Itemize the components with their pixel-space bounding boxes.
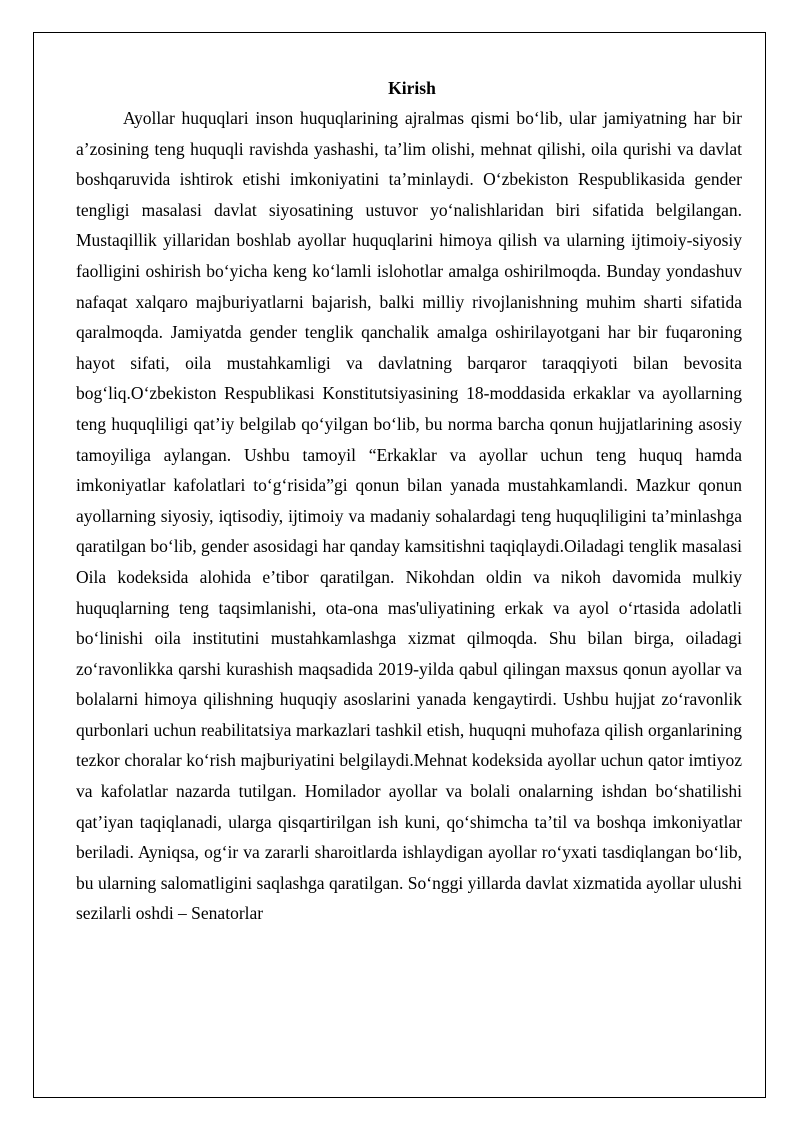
document-title: Kirish xyxy=(388,78,436,98)
document-body xyxy=(76,73,742,929)
body-paragraph: Ayollar huquqlari inson huquqlarining ajralmas qismi bo‘lib, ular jamiyatning har bir a’zosining teng huquqli ravishda yashashi, ta’lim olishi, mehnat qilishi, oila qurishi va davlat boshqaruvida ishtirok etishi imkoniyatini ta’minlaydi. O‘zbekiston Respublikasida gender tengligi masalasi davlat siyosatining ustuvor yo‘nalishlaridan biri sifatida belgilangan. Mustaqillik yillaridan boshlab ayollar huquqlarini himoya qilish va ularning ijtimoiy-siyosiy faolligini oshirish bo‘yicha keng ko‘lamli islohotlar amalga oshirilmoqda. Bunday yondashuv nafaqat xalqaro majburiyatlarni bajarish, balki milliy rivojlanishning muhim sharti sifatida qaralmoqda. Jamiyatda gender tenglik qanchalik amalga oshirilayotgani har bir fuqaroning hayot sifati, oila mustahkamligi va davlatning barqaror taraqqiyoti bilan bevosita bog‘liq.O‘zbekiston Respublikasi Konstitutsiyasining 18-moddasida erkaklar va ayollarning teng huquqliligi qat’iy belgilab qo‘yilgan bo‘lib, bu norma barcha qonun hujjatlarining asosiy tamoyiliga aylangan. Ushbu tamoyil “Erkaklar va ayollar uchun teng huquq hamda imkoniyatlar kafolatlari to‘g‘risida”gi qonun bilan yanada mustahkamlandi. Mazkur qonun ayollarning siyosiy, iqtisodiy, ijtimoiy va madaniy sohalardagi teng huquqliligini ta’minlashga qaratilgan bo‘lib, gender asosidagi har qanday kamsitishni taqiqlaydi.Oiladagi tenglik masalasi Oila kodeksida alohida e’tibor qaratilgan. Nikohdan oldin va nikoh davomida mulkiy huquqlarning teng taqsimlanishi, ota-ona mas'uliyatining erkak va ayol o‘rtasida adolatli bo‘linishi oila institutini mustahkamlashga xizmat qilmoqda. Shu bilan birga, oiladagi zo‘ravonlikka qarshi kurashish maqsadida 2019-yilda qabul qilingan maxsus qonun ayollar va bolalarni himoya qilishning huquqiy asoslarini yanada kengaytirdi. Ushbu hujjat zo‘ravonlik qurbonlari uchun reabilitatsiya markazlari tashkil etish, huquqni muhofaza qilish organlarining tezkor choralar ko‘rish majburiyatini belgilaydi.Mehnat kodeksida ayollar uchun qator imtiyoz va kafolatlar nazarda tutilgan. Homilador ayollar va bolali onalarning ishdan bo‘shatilishi qat’iyan taqiqlanadi, ularga qisqartirilgan ish kuni, qo‘shimcha ta’til va boshqa imkoniyatlar beriladi. Ayniqsa, og‘ir va zararli sharoitlarda ishlaydigan ayollar ro‘yxati tasdiqlangan bo‘lib, bu ularning salomatligini saqlashga qaratilgan. So‘nggi yillarda davlat xizmatida ayollar ulushi sezilarli oshdi – Senatorlar xyxy=(76,108,742,924)
